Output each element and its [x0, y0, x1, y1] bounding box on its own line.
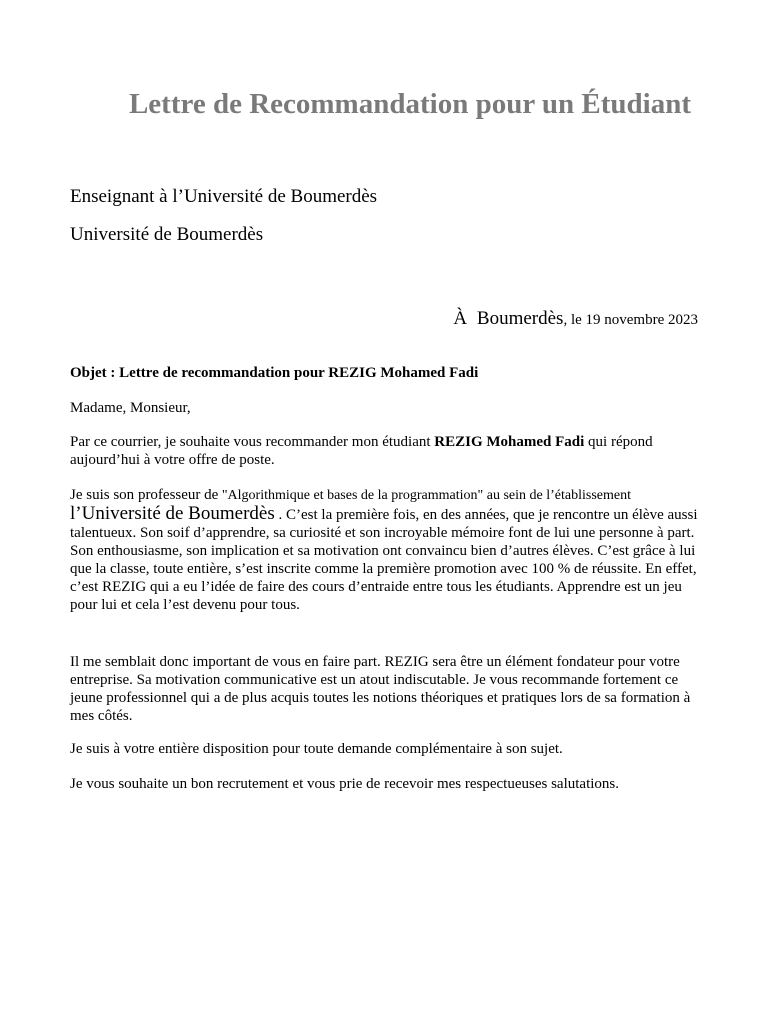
paragraph-closing: Je vous souhaite un bon recrutement et vous prie de recevoir mes respectueuses salutations. [70, 776, 620, 792]
date-value: , le 19 novembre 2023 [563, 312, 698, 328]
sender-institution: Université de Boumerdès [70, 224, 264, 245]
salutation: Madame, Monsieur, [70, 400, 191, 416]
p1-text-after: qui répond aujourd’hui à votre offre de poste. [70, 434, 653, 468]
p2-institution: l’Université de Boumerdès [70, 503, 275, 524]
paragraph-introduction [70, 433, 702, 469]
p2-text-before: Je suis son [70, 487, 138, 503]
date-place: Boumerdès [476, 308, 564, 329]
date-prefix: À [453, 308, 468, 329]
p2-role: professeur de [137, 487, 219, 503]
sender-title: Enseignant à l’Université de Boumerdès [70, 186, 378, 207]
p2-course: "Algorithmique et bases de la programmation" au sein de l’établissement [218, 488, 631, 503]
p1-text-before: Par ce courrier, je souhaite vous recommander mon étudiant [70, 434, 435, 450]
p2-text-after: . C’est la première fois, en des années, que je rencontre un élève aussi talentueux. Son soif d’apprendre, sa curiosité et son incroyable mémoire font de lui une personne à part. Son enthousiasme, son implication et sa motivation ont convaincu bien d’autres élèves. C’est grâce à lui que la classe, toute entière, s’est inscrite comme la première promotion avec 100 % de réussite. En effet, c’est REZIG qui a eu l’idée de faire des cours d’entraide entre tous les étudiants. Apprendre est un jeu pour lui et cela l’est devenu pour tous. [70, 507, 698, 613]
paragraph-availability: Je suis à votre entière disposition pour toute demande complémentaire à son sujet. [70, 741, 563, 757]
paragraph-recommendation: Il me semblait donc important de vous en faire part. REZIG sera être un élément fondateur pour votre entreprise. Sa motivation communicative est un atout indiscutable. Je vous recommande fortement ce jeune professionnel qui a de plus acquis toutes les notions théoriques et pratiques lors de sa formation à mes côtés. [70, 654, 691, 724]
paragraph-testimony [70, 486, 702, 614]
letter-subject: Objet : Lettre de recommandation pour REZIG Mohamed Fadi [70, 365, 479, 381]
student-name: REZIG Mohamed Fadi [434, 434, 585, 450]
place-and-date [453, 308, 698, 331]
letter-title: Lettre de Recommandation pour un Étudiant [128, 88, 692, 120]
